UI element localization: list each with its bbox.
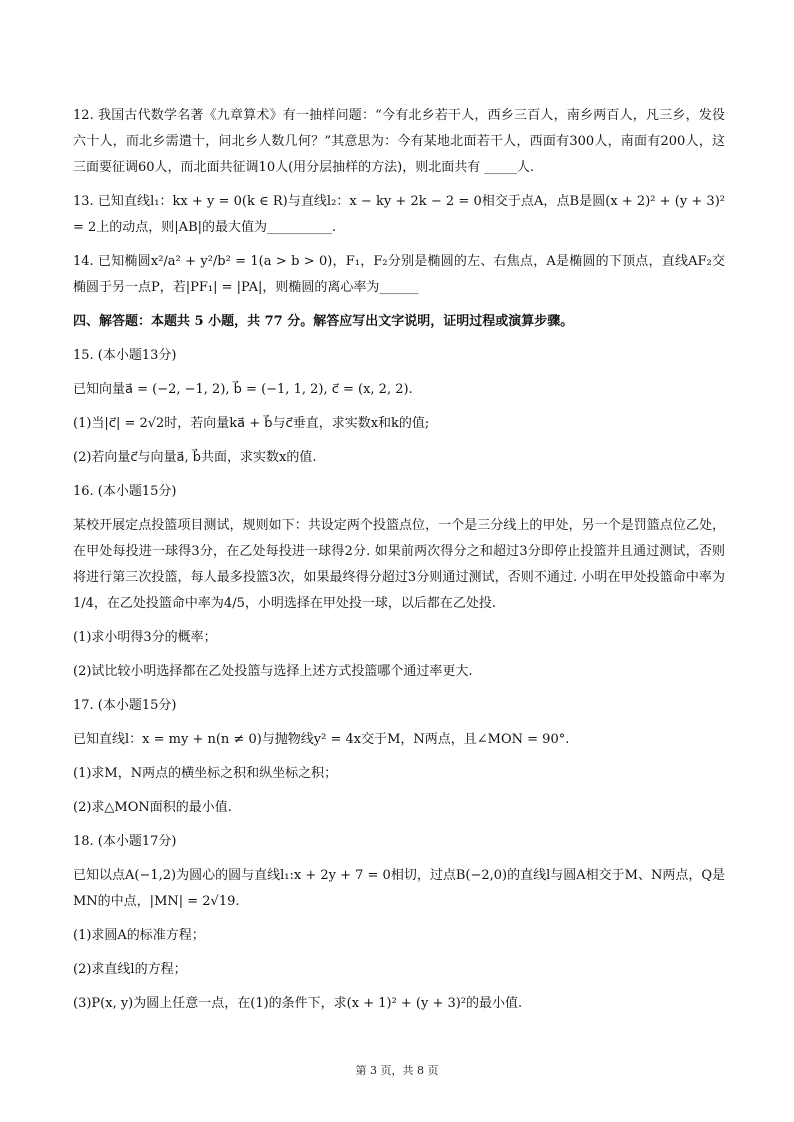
question-16-body: 某校开展定点投篮项目测试，规则如下：共设定两个投篮点位，一个是三分线上的甲处，另一个是罚篮点位乙处，在甲处每投进一球得3分，在乙处每投进一球得2分. 如果前两次得分之和超过3分即停止投篮并且通过测试，否则将进行第三次投篮，每人最多投篮3次，如果最终得分超过3分则通过测试，否则不通过. 小明在甲处投篮命中率为1/4，在乙处投篮命中率为4/5，小明选择在甲处投一球，以后都在乙处投.	[73, 518, 725, 611]
question-17-part-1: (1)求M，N两点的横坐标之积和纵坐标之积；	[73, 766, 338, 781]
question-18-part-3: (3)P(x, y)为圆上任意一点，在(1)的条件下，求(x + 1)² + (y + 3)²的最小值.	[73, 996, 523, 1011]
exam-content	[73, 103, 725, 1025]
question-16-heading: 16. (本小题15分)	[73, 484, 177, 499]
question-12: 12. 我国古代数学名著《九章算术》有一抽样问题：“今有北乡若干人，西乡三百人，南乡两百人，凡三乡，发役六十人，而北乡需遣十，问北乡人数几何？”其意思为：今有某地北面若干人，西面有300人，南面有200人，这三面要征调60人，而北面共征调10人(用分层抽样的方法)，则北面共有 _____人.	[73, 108, 725, 175]
question-14: 14. 已知椭圆x²/a² + y²/b² = 1(a > b > 0)，F₁，F₂分别是椭圆的左、右焦点，A是椭圆的下顶点，直线AF₂交椭圆于另一点P，若|PF₁| = |PA|，则椭圆的离心率为______	[73, 254, 725, 295]
question-15-part-1: (1)当|c⃗| = 2√2时，若向量ka⃗ + b⃗与c⃗垂直，求实数x和k的值;	[73, 416, 430, 431]
question-16-part-2: (2)试比较小明选择都在乙处投篮与选择上述方式投篮哪个通过率更大.	[73, 664, 473, 679]
question-18-part-1: (1)求圆A的标准方程；	[73, 928, 205, 943]
question-17-body: 已知直线l：x = my + n(n ≠ 0)与抛物线y² = 4x交于M，N两点，且∠MON = 90°.	[73, 732, 570, 747]
question-17-part-2: (2)求△MON面积的最小值.	[73, 800, 232, 815]
question-18-heading: 18. (本小题17分)	[73, 834, 177, 849]
question-15-heading: 15. (本小题13分)	[73, 348, 177, 363]
question-17-heading: 17. (本小题15分)	[73, 698, 177, 713]
section-heading: 四、解答题：本题共 5 小题，共 77 分。解答应写出文字说明，证明过程或演算步骤。	[73, 314, 574, 329]
question-13: 13. 已知直线l₁：kx + y = 0(k ∈ R)与直线l₂：x − ky + 2k − 2 = 0相交于点A，点B是圆(x + 2)² + (y + 3)² = 2上的动点，则|AB|的最大值为__________.	[73, 194, 725, 235]
question-16-part-1: (1)求小明得3分的概率；	[73, 630, 217, 645]
question-18-body: 已知以点A(−1,2)为圆心的圆与直线l₁:x + 2y + 7 = 0相切，过点B(−2,0)的直线l与圆A相交于M、N两点，Q是MN的中点，|MN| = 2√19.	[73, 868, 725, 909]
question-15-part-2: (2)若向量c⃗与向量a⃗, b⃗共面，求实数x的值.	[73, 450, 317, 465]
page-footer: 第 3 页，共 8 页	[355, 1064, 439, 1077]
question-18-part-2: (2)求直线l的方程；	[73, 962, 187, 977]
question-15-body: 已知向量a⃗ = (−2, −1, 2), b⃗ = (−1, 1, 2), c⃗ = (x, 2, 2).	[73, 382, 413, 397]
